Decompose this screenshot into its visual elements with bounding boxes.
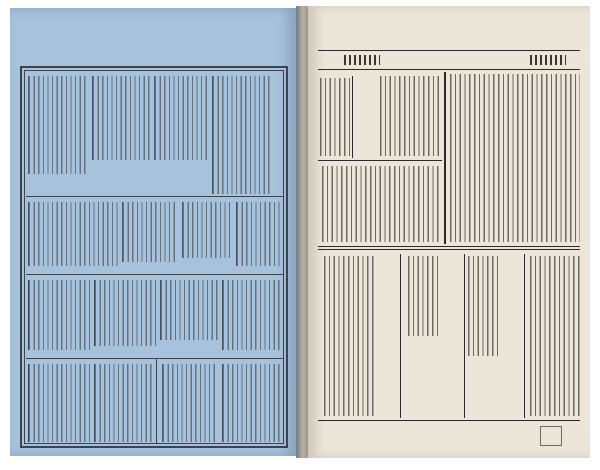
price-list-text (468, 256, 500, 356)
left-page-advertisements (10, 8, 297, 456)
page-stamp (540, 426, 562, 446)
price-column-text (530, 256, 580, 416)
advertisement-frame (20, 66, 288, 448)
ad-column-text (236, 202, 280, 266)
article-body-text (322, 166, 440, 242)
right-page-text (308, 6, 590, 458)
ad-column-text (28, 364, 90, 442)
journal-title (386, 51, 526, 69)
ad-column-text (28, 280, 90, 350)
ad-column-text (212, 76, 270, 194)
ad-column-text (94, 280, 156, 346)
running-header (318, 50, 580, 70)
ad-column-text (154, 76, 208, 160)
ad-column-text (222, 364, 280, 442)
ad-column-text (222, 280, 280, 350)
article-body-text (450, 74, 580, 242)
sales-office-text (324, 256, 374, 416)
publisher-info-text (408, 256, 440, 336)
article-body-text (380, 76, 440, 156)
ad-column-text (92, 76, 150, 160)
ad-column-text (182, 202, 232, 258)
schedule-table (320, 78, 350, 156)
ad-column-text (162, 364, 218, 442)
ad-column-text (94, 364, 152, 442)
ad-column-text (28, 76, 88, 174)
ad-column-text (28, 202, 118, 266)
ad-column-text (122, 202, 178, 262)
ad-column-text (160, 280, 218, 340)
